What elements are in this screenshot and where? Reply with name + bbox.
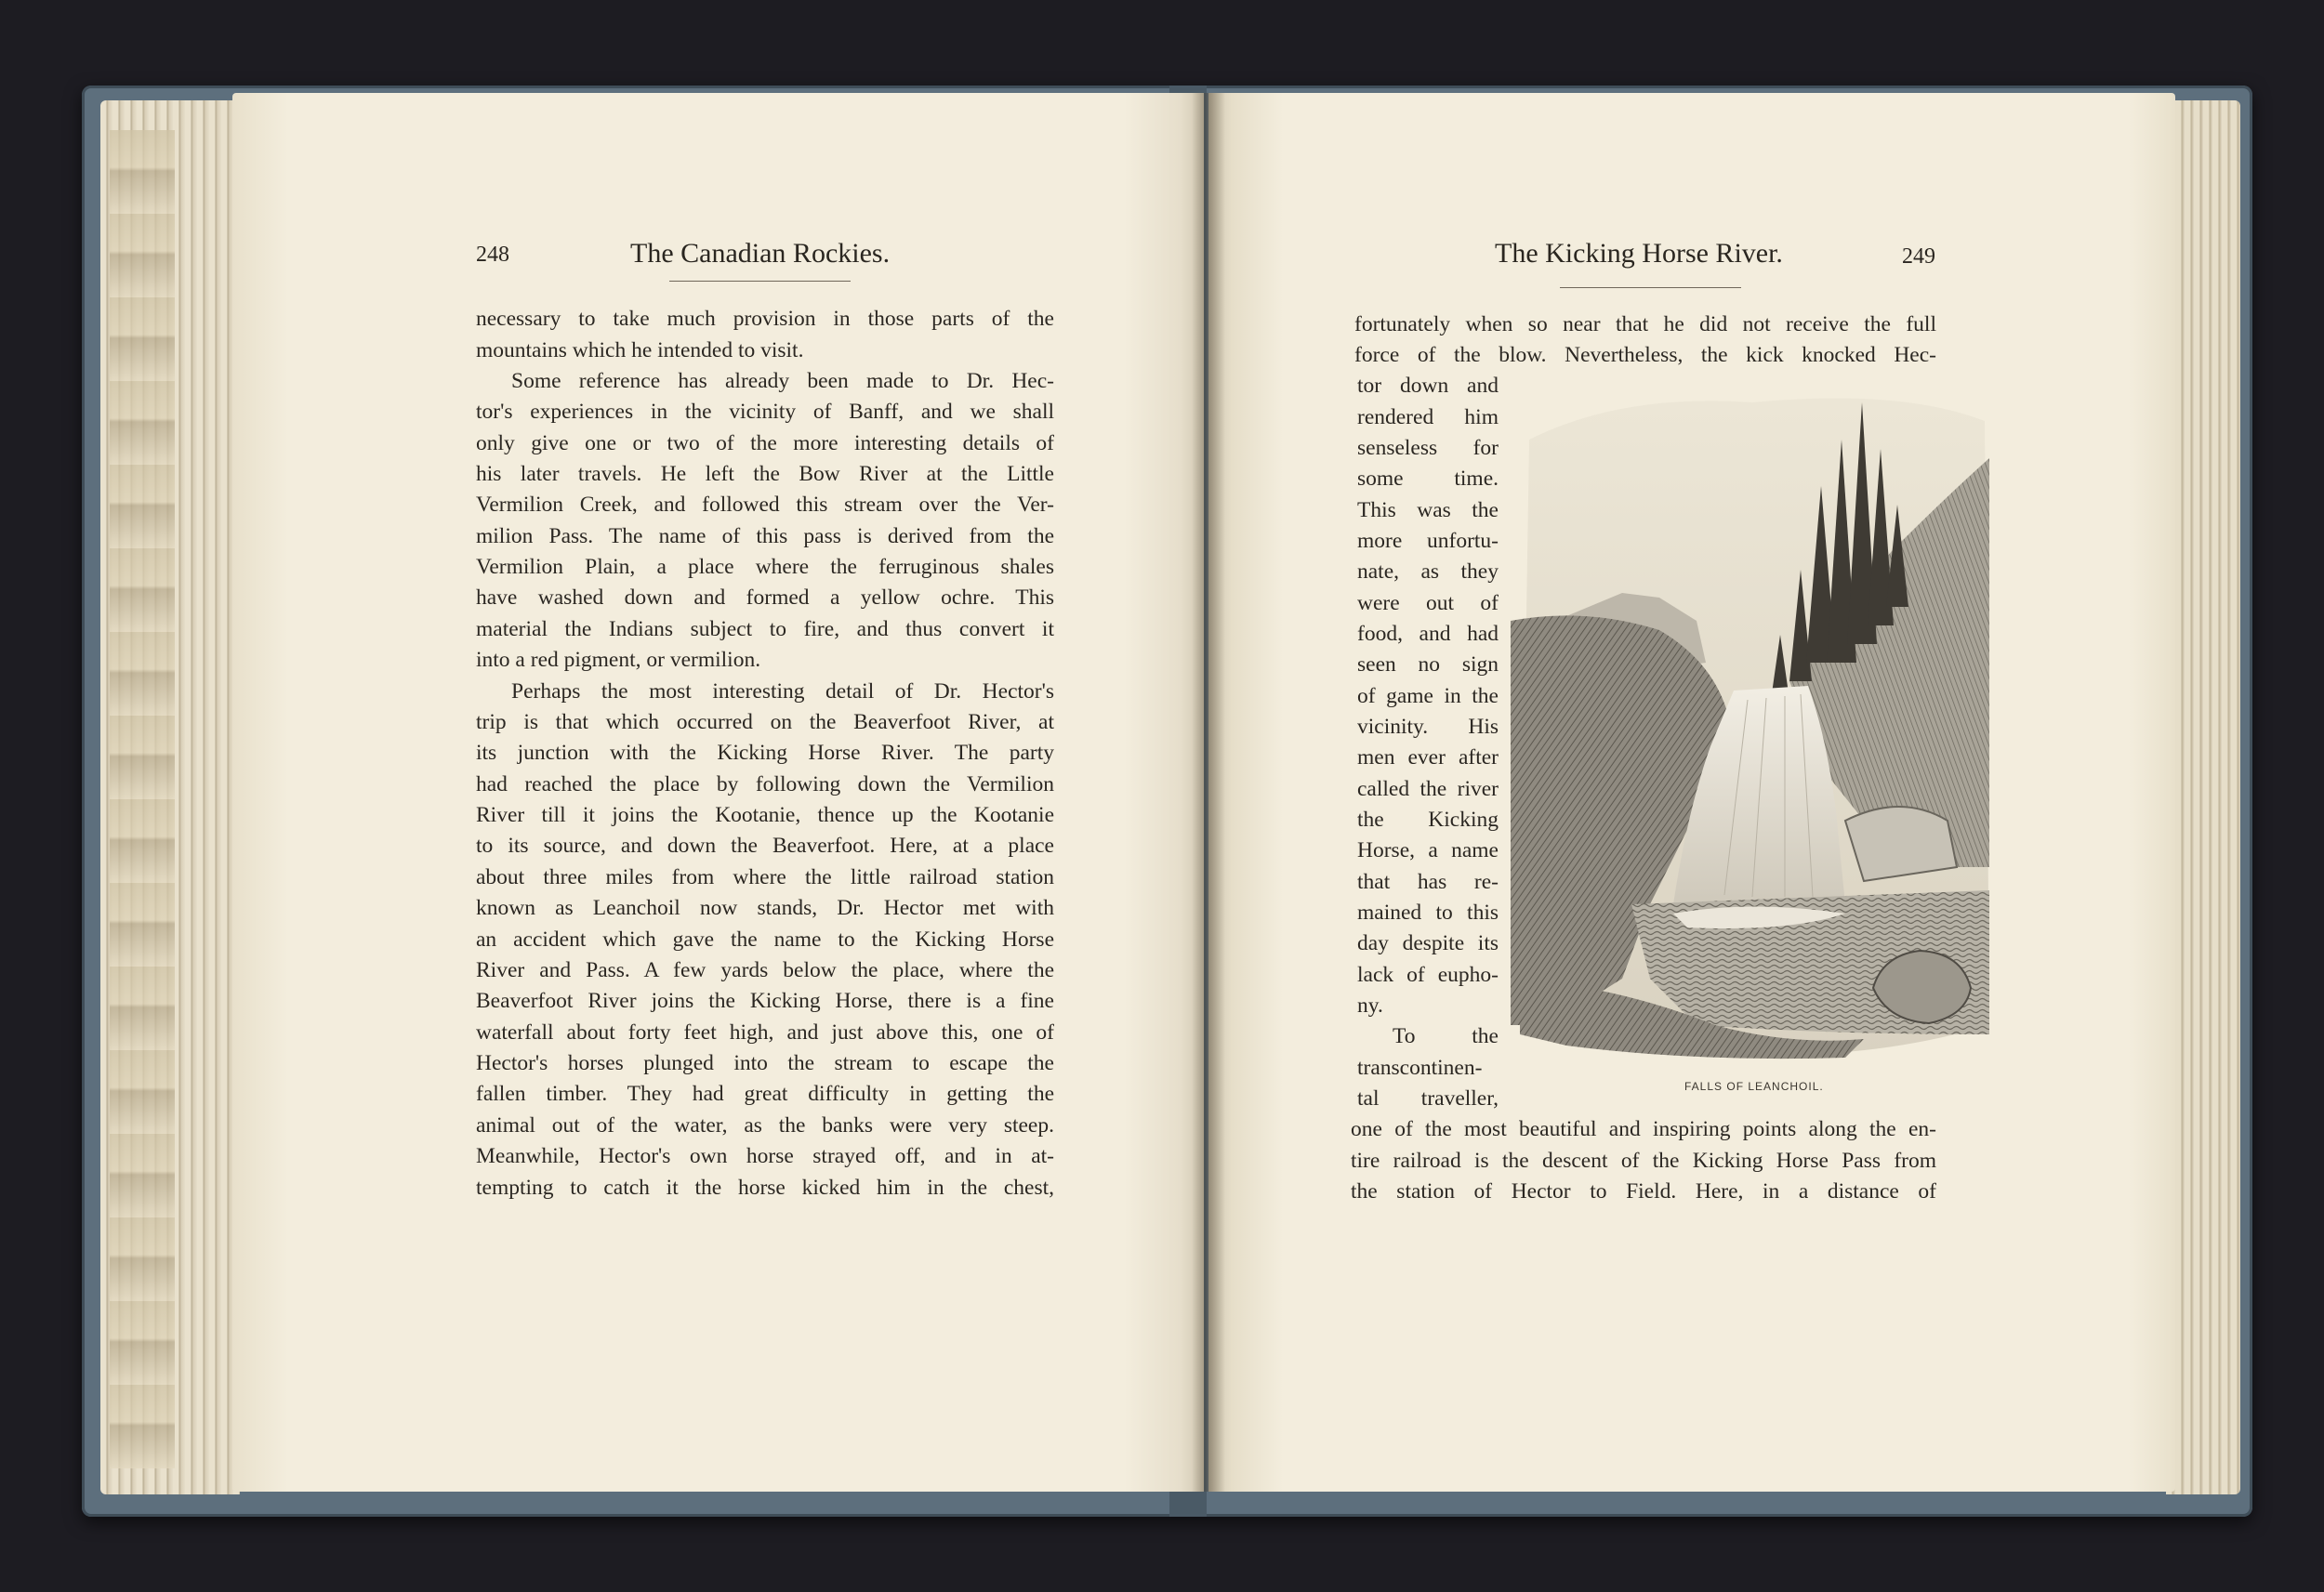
text-line: transcontinen-	[1357, 1056, 1483, 1080]
text-line: trip is that which occurred on the Beaverfoot River, at	[476, 710, 1054, 734]
text-line: animal out of the water, as the banks were very steep.	[476, 1113, 1054, 1138]
text-line: fortunately when so near that he did not receive the full	[1354, 312, 1936, 336]
text-line: fallen timber. They had great difficulty in getting the	[476, 1082, 1054, 1106]
text-line: had reached the place by following down the Vermilion	[476, 772, 1054, 796]
text-line: ny.	[1357, 993, 1383, 1018]
text-line: have washed down and formed a yellow ochre. This	[476, 585, 1054, 610]
text-line: material the Indians subject to fire, and thus convert it	[476, 617, 1054, 641]
right-page-stack	[2166, 100, 2240, 1494]
text-line: waterfall about forty feet high, and just above this, one of	[476, 1020, 1054, 1045]
text-line: known as Leanchoil now stands, Dr. Hector met with	[476, 896, 1054, 920]
text-line: milion Pass. The name of this pass is derived from the	[476, 524, 1054, 548]
text-line: more unfortu-	[1357, 529, 1499, 553]
text-line: into a red pigment, or vermilion.	[476, 648, 761, 672]
text-line: its junction with the Kicking Horse River. The party	[476, 741, 1054, 765]
text-line: men ever after	[1357, 745, 1499, 770]
text-line: rendered him	[1357, 405, 1499, 429]
illustration-caption: FALLS OF LEANCHOIL.	[1684, 1080, 1824, 1093]
text-line: called the river	[1357, 777, 1499, 801]
text-line: some time.	[1357, 467, 1499, 491]
text-line: lack of eupho-	[1357, 963, 1499, 987]
text-line: senseless for	[1357, 436, 1499, 460]
text-line: nate, as they	[1357, 559, 1499, 584]
text-line: to its source, and down the Beaverfoot. Here, at a place	[476, 834, 1054, 858]
text-line: about three miles from where the little railroad station	[476, 865, 1054, 889]
text-line: Hector's horses plunged into the stream to escape the	[476, 1051, 1054, 1075]
right-head-rule	[1560, 287, 1741, 288]
text-line: tor's experiences in the vicinity of Banff, and we shall	[476, 400, 1054, 424]
text-line: of game in the	[1357, 684, 1499, 708]
right-page-number: 249	[1902, 244, 1935, 269]
left-page-stack-edges	[110, 130, 175, 1468]
text-line: tor down and	[1357, 374, 1499, 398]
text-line: River and Pass. A few yards below the place, where the	[476, 958, 1054, 982]
text-line: day despite its	[1357, 931, 1499, 955]
book-gutter	[1192, 93, 1225, 1492]
text-line: that has re-	[1357, 870, 1499, 894]
text-line: Meanwhile, Hector's own horse strayed off, and in at-	[476, 1144, 1054, 1168]
text-line: were out of	[1357, 591, 1499, 615]
text-line: mountains which he intended to visit.	[476, 338, 804, 362]
text-line: Vermilion Plain, a place where the ferruginous shales	[476, 555, 1054, 579]
text-line: Horse, a name	[1357, 838, 1499, 862]
left-page-number: 248	[476, 243, 509, 267]
text-line: only give one or two of the more interesting details of	[476, 431, 1054, 455]
text-line: tal traveller,	[1357, 1086, 1499, 1111]
text-line: Vermilion Creek, and followed this stream over the Ver-	[476, 493, 1054, 517]
left-head-rule	[669, 281, 851, 282]
text-line: mained to this	[1357, 901, 1499, 925]
text-line: Some reference has already been made to Dr. Hec-	[511, 369, 1054, 393]
text-line: Beaverfoot River joins the Kicking Horse, there is a fine	[476, 989, 1054, 1013]
text-line: tire railroad is the descent of the Kicking Horse Pass from	[1351, 1149, 1936, 1173]
text-line: the station of Hector to Field. Here, in a distance of	[1351, 1179, 1936, 1204]
text-line: necessary to take much provision in those parts of the	[476, 307, 1054, 331]
text-line: This was the	[1357, 498, 1499, 522]
text-line: seen no sign	[1357, 652, 1499, 677]
text-line: one of the most beautiful and inspiring points along the en-	[1351, 1117, 1936, 1141]
text-line: tempting to catch it the horse kicked him in the chest,	[476, 1176, 1054, 1200]
text-line: To the	[1393, 1024, 1499, 1048]
waterfall-illustration	[1511, 384, 1994, 1062]
text-line: the Kicking	[1357, 808, 1499, 832]
text-line: his later travels. He left the Bow River at the Little	[476, 462, 1054, 486]
text-line: River till it joins the Kootanie, thence up the Kootanie	[476, 803, 1054, 827]
text-line: Perhaps the most interesting detail of Dr. Hector's	[511, 679, 1054, 704]
right-running-head: The Kicking Horse River.	[1495, 238, 1783, 269]
text-line: food, and had	[1357, 622, 1499, 646]
text-line: force of the blow. Nevertheless, the kick knocked Hec-	[1354, 343, 1936, 367]
text-line: an accident which gave the name to the Kicking Horse	[476, 928, 1054, 952]
left-running-head: The Canadian Rockies.	[630, 238, 891, 269]
text-line: vicinity. His	[1357, 715, 1499, 739]
